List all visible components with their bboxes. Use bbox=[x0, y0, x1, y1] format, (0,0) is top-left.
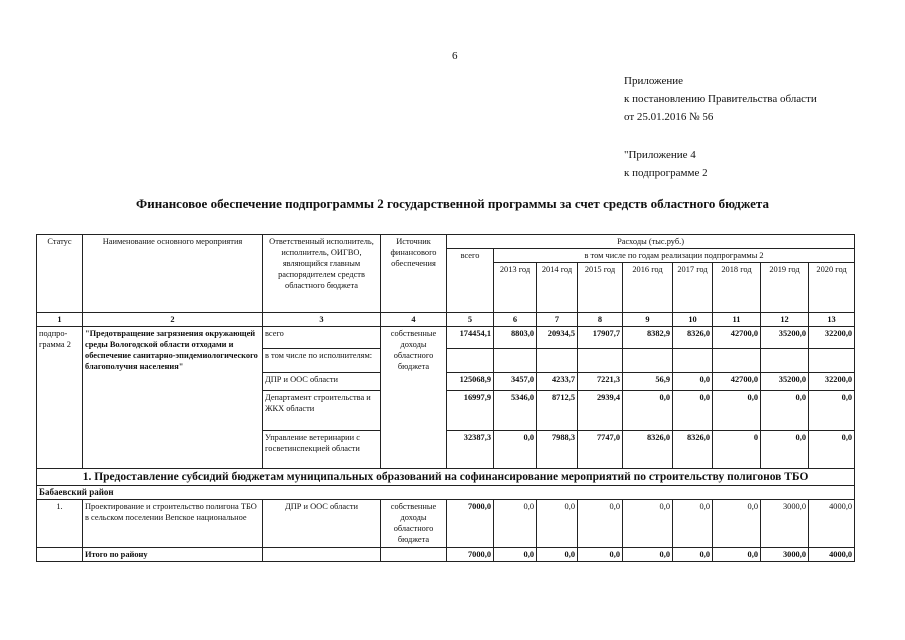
value-cell: 8382,9 bbox=[623, 327, 673, 349]
column-number-row bbox=[37, 313, 855, 327]
executor-cell: ДПР и ООС области bbox=[263, 373, 381, 391]
header-year: 2018 год bbox=[713, 263, 761, 313]
value-cell: 32387,3 bbox=[447, 431, 494, 469]
value-cell bbox=[761, 349, 809, 373]
appendix-note bbox=[624, 72, 817, 126]
executor-cell: всего bbox=[263, 327, 381, 349]
column-number: 4 bbox=[381, 313, 447, 327]
value-cell: 0,0 bbox=[673, 548, 713, 562]
column-number: 5 bbox=[447, 313, 494, 327]
value-cell: 3000,0 bbox=[761, 500, 809, 548]
appendix-line: Приложение bbox=[624, 75, 684, 87]
value-cell: 35200,0 bbox=[761, 327, 809, 349]
value-cell: 0,0 bbox=[673, 391, 713, 431]
value-cell bbox=[494, 349, 537, 373]
value-cell: 0,0 bbox=[673, 500, 713, 548]
executor-cell: в том числе по исполнителям: bbox=[263, 349, 381, 373]
district-name: Бабаевский район bbox=[37, 486, 855, 500]
value-cell: 0,0 bbox=[809, 431, 855, 469]
empty-cell bbox=[381, 548, 447, 562]
appendix-line: к постановлению Правительства области bbox=[624, 93, 817, 105]
header-total: всего bbox=[447, 249, 494, 313]
column-number: 2 bbox=[83, 313, 263, 327]
header-year: 2014 год bbox=[537, 263, 578, 313]
value-cell: 0,0 bbox=[809, 391, 855, 431]
value-cell: 4000,0 bbox=[809, 548, 855, 562]
appendix-4-note bbox=[624, 146, 708, 182]
value-cell: 5346,0 bbox=[494, 391, 537, 431]
source-cell: собственные доходы областного бюджета bbox=[381, 500, 447, 548]
subprogram-name: "Предотвращение загрязнения окружающей среды Вологодской области отходами и обеспечение санитарно-эпидемиологического благополучия населения" bbox=[83, 327, 263, 469]
value-cell: 0,0 bbox=[761, 391, 809, 431]
value-cell: 8326,0 bbox=[673, 327, 713, 349]
header-expenses: Расходы (тыс.руб.) bbox=[447, 235, 855, 249]
column-number: 10 bbox=[673, 313, 713, 327]
value-cell: 8326,0 bbox=[623, 431, 673, 469]
value-cell bbox=[673, 349, 713, 373]
district-row bbox=[37, 486, 855, 500]
value-cell: 174454,1 bbox=[447, 327, 494, 349]
header-executor: Ответственный исполнитель, исполнитель, ОИГВО, являющийся главным распорядителем средств областного бюджета bbox=[263, 235, 381, 313]
header-by-years: в том числе по годам реализации подпрограммы 2 bbox=[494, 249, 855, 263]
value-cell: 0,0 bbox=[494, 500, 537, 548]
value-cell: 8326,0 bbox=[673, 431, 713, 469]
value-cell: 7221,3 bbox=[578, 373, 623, 391]
value-cell: 0,0 bbox=[673, 373, 713, 391]
header-year: 2020 год bbox=[809, 263, 855, 313]
value-cell: 0,0 bbox=[578, 500, 623, 548]
value-cell: 7000,0 bbox=[447, 500, 494, 548]
value-cell: 0,0 bbox=[623, 391, 673, 431]
column-number: 11 bbox=[713, 313, 761, 327]
value-cell: 42700,0 bbox=[713, 373, 761, 391]
value-cell: 0,0 bbox=[713, 500, 761, 548]
value-cell: 2939,4 bbox=[578, 391, 623, 431]
item-name: Проектирование и строительство полигона ТБО в сельском поселении Вепское национальное bbox=[83, 500, 263, 548]
value-cell: 125068,9 bbox=[447, 373, 494, 391]
value-cell bbox=[809, 349, 855, 373]
executor-cell: Управление ветеринарии с госветинспекцией области bbox=[263, 431, 381, 469]
value-cell: 20934,5 bbox=[537, 327, 578, 349]
appendix-line: от 25.01.2016 № 56 bbox=[624, 111, 714, 123]
table-row bbox=[37, 500, 855, 548]
value-cell: 0,0 bbox=[713, 391, 761, 431]
value-cell: 0,0 bbox=[494, 548, 537, 562]
value-cell: 16997,9 bbox=[447, 391, 494, 431]
value-cell: 8712,5 bbox=[537, 391, 578, 431]
column-number: 9 bbox=[623, 313, 673, 327]
value-cell: 0 bbox=[713, 431, 761, 469]
appendix-line: "Приложение 4 bbox=[624, 149, 696, 161]
column-number: 3 bbox=[263, 313, 381, 327]
value-cell: 42700,0 bbox=[713, 327, 761, 349]
header-source: Источник финансового обеспечения bbox=[381, 235, 447, 313]
value-cell bbox=[447, 349, 494, 373]
value-cell: 3000,0 bbox=[761, 548, 809, 562]
value-cell bbox=[623, 349, 673, 373]
value-cell: 4233,7 bbox=[537, 373, 578, 391]
source-cell: собственные доходы областного бюджета bbox=[381, 327, 447, 469]
document-title: Финансовое обеспечение подпрограммы 2 государственной программы за счет средств областного бюджета bbox=[136, 196, 769, 211]
value-cell bbox=[578, 349, 623, 373]
section-row bbox=[37, 469, 855, 486]
value-cell: 35200,0 bbox=[761, 373, 809, 391]
value-cell: 0,0 bbox=[713, 548, 761, 562]
header-year: 2019 год bbox=[761, 263, 809, 313]
column-number: 1 bbox=[37, 313, 83, 327]
value-cell: 32200,0 bbox=[809, 373, 855, 391]
value-cell: 17907,7 bbox=[578, 327, 623, 349]
section-title: 1. Предоставление субсидий бюджетам муниципальных образований на софинансирование мероприятий по строительству полигонов ТБО bbox=[37, 469, 855, 486]
executor-cell: Департамент строительства и ЖКХ области bbox=[263, 391, 381, 431]
empty-cell bbox=[263, 548, 381, 562]
total-label: Итого по району bbox=[83, 548, 263, 562]
header-year: 2017 год bbox=[673, 263, 713, 313]
header-status: Статус bbox=[37, 235, 83, 313]
value-cell: 3457,0 bbox=[494, 373, 537, 391]
column-number: 7 bbox=[537, 313, 578, 327]
table-row bbox=[37, 327, 855, 349]
value-cell: 4000,0 bbox=[809, 500, 855, 548]
value-cell: 32200,0 bbox=[809, 327, 855, 349]
value-cell: 0,0 bbox=[578, 548, 623, 562]
column-number: 8 bbox=[578, 313, 623, 327]
empty-cell bbox=[37, 548, 83, 562]
value-cell bbox=[713, 349, 761, 373]
value-cell bbox=[537, 349, 578, 373]
value-cell: 56,9 bbox=[623, 373, 673, 391]
column-number: 6 bbox=[494, 313, 537, 327]
value-cell: 7000,0 bbox=[447, 548, 494, 562]
appendix-line: к подпрограмме 2 bbox=[624, 167, 708, 179]
item-status: 1. bbox=[37, 500, 83, 548]
header-year: 2013 год bbox=[494, 263, 537, 313]
value-cell: 0,0 bbox=[537, 500, 578, 548]
column-number: 12 bbox=[761, 313, 809, 327]
value-cell: 0,0 bbox=[537, 548, 578, 562]
value-cell: 0,0 bbox=[761, 431, 809, 469]
total-row bbox=[37, 548, 855, 562]
value-cell: 0,0 bbox=[494, 431, 537, 469]
value-cell: 8803,0 bbox=[494, 327, 537, 349]
executor-cell: ДПР и ООС области bbox=[263, 500, 381, 548]
page-number: 6 bbox=[452, 50, 458, 62]
header-row bbox=[37, 235, 855, 249]
value-cell: 0,0 bbox=[623, 500, 673, 548]
column-number: 13 bbox=[809, 313, 855, 327]
value-cell: 0,0 bbox=[623, 548, 673, 562]
financing-table bbox=[36, 234, 855, 562]
header-name: Наименование основного мероприятия bbox=[83, 235, 263, 313]
value-cell: 7747,0 bbox=[578, 431, 623, 469]
header-year: 2016 год bbox=[623, 263, 673, 313]
header-year: 2015 год bbox=[578, 263, 623, 313]
value-cell: 7988,3 bbox=[537, 431, 578, 469]
subprogram-status: подпро-грамма 2 bbox=[37, 327, 83, 469]
